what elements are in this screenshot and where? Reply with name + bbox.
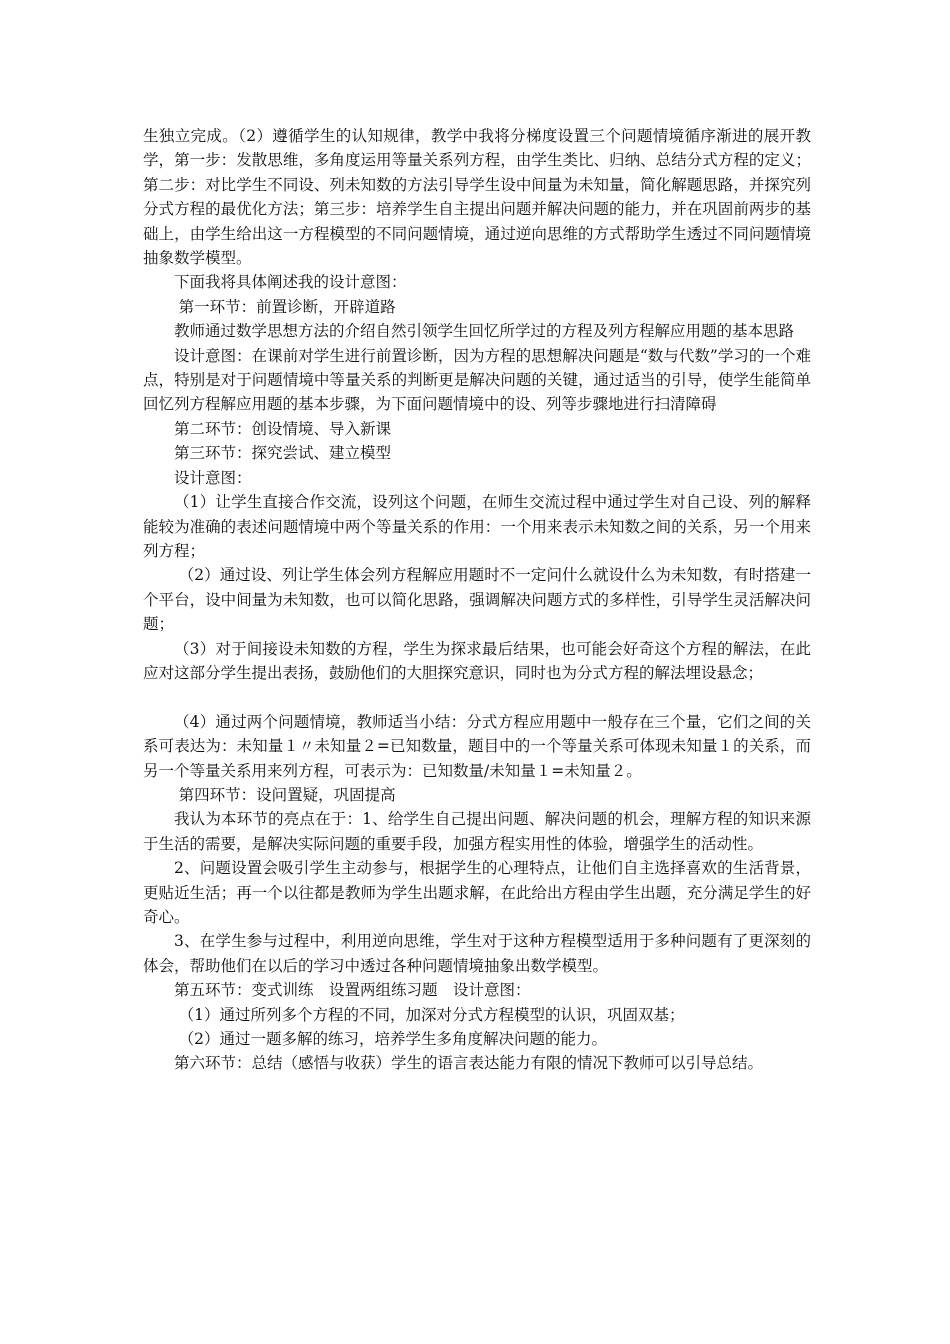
paragraph-intro-continuation: 生独立完成。（2）遵循学生的认知规律，教学中我将分梯度设置三个问题情境循序渐进的展开教学，第一步：发散思维，多角度运用等量关系列方程，由学生类比、归纳、总结分式方程的定义；第二步：对比学生不同设、列未知数的方法引导学生设中间量为未知量，简化解题思路，并探究列分式方程的最优化方法；第三步：培养学生自主提出问题并解决问题的能力，并在巩固前两步的基础上，由学生给出这一方程模型的不同问题情境，通过逆向思维的方式帮助学生透过不同问题情境抽象数学模型。 xyxy=(143,127,811,268)
paragraph-exercise-1: （1）通过所列多个方程的不同，加深对分式方程模型的认识，巩固双基； xyxy=(178,1005,685,1024)
paragraph-design-intro: 下面我将具体阐述我的设计意图： xyxy=(174,273,407,292)
blank-line xyxy=(143,685,811,709)
paragraph-point-3: （3）对于间接设未知数的方程，学生为探求最后结果，也可能会好奇这个方程的解法，在此应对这部分学生提出表扬，鼓励他们的大胆探究意识，同时也为分式方程的解法埋设悬念； xyxy=(143,639,811,682)
paragraph-section-1-intent: 设计意图：在课前对学生进行前置诊断，因为方程的思想解决问题是“数与代数”学习的一个难点，特别是对于问题情境中等量关系的判断更是解决问题的关键，通过适当的引导，使学生能简单回忆列方程解应用题的基本步骤，为下面问题情境中的设、列等步骤地进行扫清障碍 xyxy=(143,346,811,414)
paragraph-exercise-2: （2）通过一题多解的练习，培养学生多角度解决问题的能力。 xyxy=(178,1030,608,1049)
paragraph-intent-label: 设计意图： xyxy=(174,468,252,487)
paragraph-point-2: （2）通过设、列让学生体会列方程解应用题时不一定问什么就设什么为未知数，有时搭建一个平台，设中间量为未知数，也可以简化思路，强调解决问题方式的多样性，引导学生灵活解决问题； xyxy=(143,566,811,634)
paragraph-point-1: （1）让学生直接合作交流，设列这个问题，在师生交流过程中通过学生对自己设、列的解释能较为准确的表述问题情境中两个等量关系的作用：一个用来表示未知数之间的关系，另一个用来列方程； xyxy=(143,493,811,560)
paragraph-highlight-1: 我认为本环节的亮点在于：1、给学生自己提出问题、解决问题的机会，理解方程的知识来源于生活的需要，是解决实际问题的重要手段，加强方程实用性的体验，增强学生的活动性。 xyxy=(143,810,811,853)
paragraph-highlight-3: 3、在学生参与过程中，利用逆向思维，学生对于这种方程模型适用于多种问题有了更深刻的体会，帮助他们在以后的学习中透过各种问题情境抽象出数学模型。 xyxy=(143,932,811,975)
document-body xyxy=(143,124,811,1076)
section-heading-4: 第四环节：设问置疑，巩固提高 xyxy=(178,785,396,804)
section-heading-5: 第五环节：变式训练 设置两组练习题 设计意图： xyxy=(174,981,531,1000)
section-heading-3: 第三环节：探究尝试、建立模型 xyxy=(174,444,392,463)
section-heading-6: 第六环节：总结（感悟与收获）学生的语言表达能力有限的情况下教师可以引导总结。 xyxy=(174,1054,764,1073)
paragraph-point-4: （4）通过两个问题情境，教师适当小结：分式方程应用题中一般存在三个量，它们之间的关系可表达为：未知量１〃未知量２=已知数量，题目中的一个等量关系可体现未知量１的关系，而另一个等量关系用来列方程，可表示为：已知数量/未知量１=未知量２。 xyxy=(143,712,811,780)
paragraph-highlight-2: 2、问题设置会吸引学生主动参与，根据学生的心理特点，让他们自主选择喜欢的生活背景，更贴近生活；再一个以往都是教师为学生出题求解，在此给出方程由学生出题，充分满足学生的好奇心。 xyxy=(143,859,811,926)
section-heading-1: 第一环节：前置诊断，开辟道路 xyxy=(178,297,396,316)
section-heading-2: 第二环节：创设情境、导入新课 xyxy=(174,419,392,438)
paragraph-section-1-body: 教师通过数学思想方法的介绍自然引领学生回忆所学过的方程及列方程解应用题的基本思路 xyxy=(174,322,795,341)
